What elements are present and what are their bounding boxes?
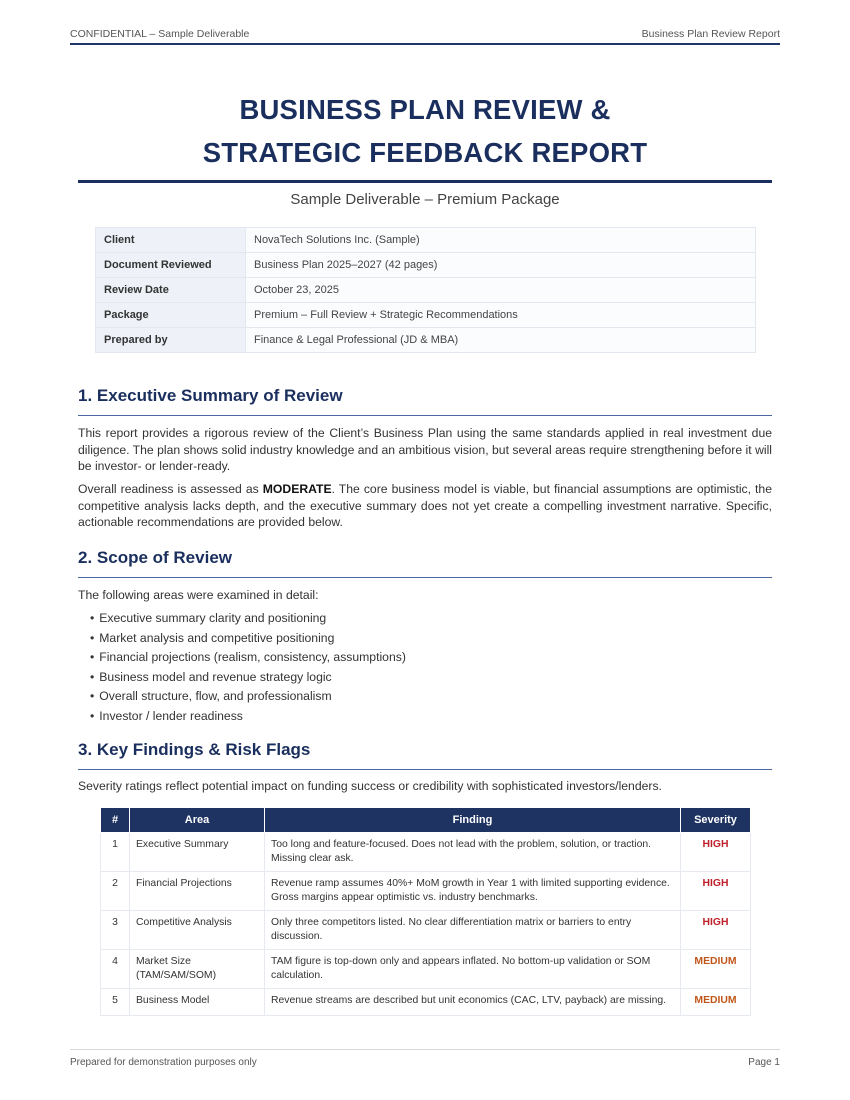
document-subtitle: Sample Deliverable – Premium Package bbox=[290, 191, 560, 208]
finding-text: TAM figure is top-down only and appears inflated. No bottom-up validation or SOM calculation. bbox=[265, 950, 681, 989]
meta-label: Document Reviewed bbox=[96, 253, 246, 278]
title-line-2: STRATEGIC FEEDBACK REPORT bbox=[202, 137, 648, 168]
list-item: • Investor / lender readiness bbox=[90, 708, 406, 728]
column-header-severity: Severity bbox=[681, 808, 751, 833]
document-title bbox=[78, 88, 772, 174]
list-item: • Overall structure, flow, and professionalism bbox=[90, 688, 406, 708]
table-row bbox=[101, 872, 751, 911]
finding-number: 2 bbox=[101, 872, 130, 911]
meta-value: NovaTech Solutions Inc. (Sample) bbox=[246, 228, 756, 253]
section-1-paragraph-2 bbox=[78, 481, 772, 531]
page-number: Page 1 bbox=[748, 1057, 780, 1068]
meta-row bbox=[96, 278, 756, 303]
finding-number: 1 bbox=[101, 833, 130, 872]
finding-text: Only three competitors listed. No clear differentiation matrix or barriers to entry discussion. bbox=[265, 911, 681, 950]
meta-row bbox=[96, 253, 756, 278]
meta-row bbox=[96, 228, 756, 253]
scope-list bbox=[90, 610, 406, 727]
meta-value: Premium – Full Review + Strategic Recommendations bbox=[246, 303, 756, 328]
table-row bbox=[101, 833, 751, 872]
finding-number: 5 bbox=[101, 989, 130, 1016]
page-header bbox=[70, 27, 780, 45]
meta-label: Package bbox=[96, 303, 246, 328]
meta-value: Business Plan 2025–2027 (42 pages) bbox=[246, 253, 756, 278]
findings-table bbox=[100, 807, 751, 1016]
meta-value: Finance & Legal Professional (JD & MBA) bbox=[246, 328, 756, 353]
finding-number: 4 bbox=[101, 950, 130, 989]
readiness-rating: MODERATE bbox=[262, 482, 332, 496]
section-3-heading: 3. Key Findings & Risk Flags bbox=[78, 740, 772, 770]
column-header-finding: Finding bbox=[265, 808, 681, 833]
title-line-1: BUSINESS PLAN REVIEW & bbox=[239, 94, 611, 125]
header-confidential-label: CONFIDENTIAL – Sample Deliverable bbox=[70, 28, 250, 40]
list-item: • Business model and revenue strategy logic bbox=[90, 669, 406, 689]
table-row bbox=[101, 989, 751, 1016]
severity-badge: HIGH bbox=[681, 911, 751, 950]
meta-label: Client bbox=[96, 228, 246, 253]
column-header-area: Area bbox=[130, 808, 265, 833]
section-1-heading: 1. Executive Summary of Review bbox=[78, 386, 772, 416]
section-1-paragraph-1: This report provides a rigorous review of the Client’s Business Plan using the same standards applied in real investment due diligence. The plan shows solid industry knowledge and an ambitious vision, but several areas require strengthening before it will be investor- or lender-ready. bbox=[78, 426, 772, 474]
readiness-text-before: Overall readiness is assessed as bbox=[78, 482, 263, 496]
severity-badge: HIGH bbox=[681, 833, 751, 872]
list-item: • Market analysis and competitive positioning bbox=[90, 630, 406, 650]
finding-number: 3 bbox=[101, 911, 130, 950]
section-2-heading: 2. Scope of Review bbox=[78, 548, 772, 578]
page-footer bbox=[70, 1049, 780, 1068]
table-row bbox=[101, 911, 751, 950]
document-meta-table bbox=[95, 227, 756, 353]
section-3-intro: Severity ratings reflect potential impact on funding success or credibility with sophisticated investors/lenders. bbox=[78, 779, 662, 793]
finding-text: Too long and feature-focused. Does not lead with the problem, solution, or traction. Missing clear ask. bbox=[265, 833, 681, 872]
finding-area: Business Model bbox=[130, 989, 265, 1016]
meta-label: Prepared by bbox=[96, 328, 246, 353]
finding-text: Revenue streams are described but unit economics (CAC, LTV, payback) are missing. bbox=[265, 989, 681, 1016]
footer-disclaimer: Prepared for demonstration purposes only bbox=[70, 1057, 257, 1068]
meta-row bbox=[96, 328, 756, 353]
list-item: • Executive summary clarity and positioning bbox=[90, 610, 406, 630]
severity-badge: HIGH bbox=[681, 872, 751, 911]
finding-text: Revenue ramp assumes 40%+ MoM growth in Year 1 with limited supporting evidence. Gross margins appear optimistic vs. industry benchmarks. bbox=[265, 872, 681, 911]
meta-row bbox=[96, 303, 756, 328]
meta-label: Review Date bbox=[96, 278, 246, 303]
readiness-text-after: . The core business model is viable, but financial assumptions are optimistic, the competitive analysis lacks depth, and the executive summary does not yet create a compelling investment narrative. Specific, actionable recommendations are provided below. bbox=[78, 482, 772, 530]
title-divider bbox=[78, 180, 772, 183]
severity-badge: MEDIUM bbox=[681, 989, 751, 1016]
severity-badge: MEDIUM bbox=[681, 950, 751, 989]
findings-header-row bbox=[101, 808, 751, 833]
finding-area: Executive Summary bbox=[130, 833, 265, 872]
finding-area: Market Size (TAM/SAM/SOM) bbox=[130, 950, 265, 989]
meta-value: October 23, 2025 bbox=[246, 278, 756, 303]
header-report-name: Business Plan Review Report bbox=[641, 28, 780, 40]
column-header-number: # bbox=[101, 808, 130, 833]
section-2-intro: The following areas were examined in detail: bbox=[78, 588, 319, 602]
finding-area: Competitive Analysis bbox=[130, 911, 265, 950]
finding-area: Financial Projections bbox=[130, 872, 265, 911]
list-item: • Financial projections (realism, consistency, assumptions) bbox=[90, 649, 406, 669]
table-row bbox=[101, 950, 751, 989]
